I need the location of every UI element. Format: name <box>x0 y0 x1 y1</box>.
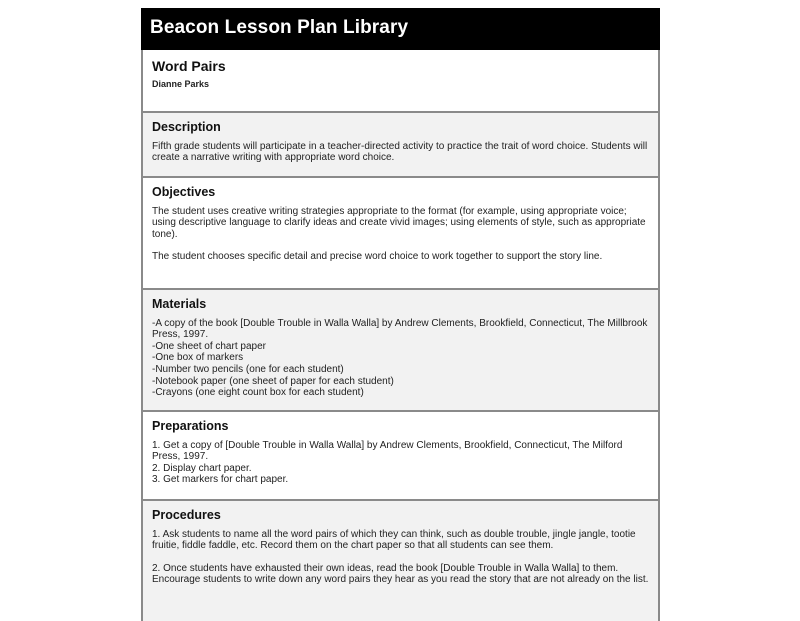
material-item: -Crayons (one eight count box for each student) <box>152 387 364 399</box>
lesson-author: Dianne Parks <box>152 78 210 89</box>
preparation-item: 1. Get a copy of [Double Trouble in Walla Walla] by Andrew Clements, Brookfield, Connecticut, The Milford Press, 1997. <box>152 439 623 463</box>
lesson-header <box>141 50 660 113</box>
material-item: -One box of markers <box>152 352 244 364</box>
materials-list <box>152 318 649 399</box>
procedure-step: 1. Ask students to name all the word pairs of which they can think, such as double trouble, jingle jangle, tootie fruitie, fiddle faddle, etc. Record them on the chart paper so that all students can see them. <box>152 528 636 552</box>
preparation-item: 3. Get markers for chart paper. <box>152 474 289 486</box>
material-item: -Number two pencils (one for each student) <box>152 363 344 375</box>
objective-item: The student uses creative writing strategies appropriate to the format (for example, using appropriate voice; using descriptive language to clarify ideas and create vivid images; using elements of style, such as appropriate tone). <box>152 205 646 240</box>
description-text: Fifth grade students will participate in a teacher-directed activity to practice the trait of word choice. Students will create a narrative writing with appropriate word choice. <box>152 140 648 164</box>
preparations-list <box>152 440 649 486</box>
site-title: Beacon Lesson Plan Library <box>150 17 409 38</box>
description-section <box>141 113 660 178</box>
materials-section <box>141 290 660 412</box>
lesson-plan-page <box>141 8 660 621</box>
preparation-item: 2. Display chart paper. <box>152 462 252 474</box>
objectives-section <box>141 178 660 290</box>
material-item: -A copy of the book [Double Trouble in Walla Walla] by Andrew Clements, Brookfield, Connecticut, The Millbrook Press, 1997. <box>152 317 648 341</box>
materials-heading: Materials <box>152 297 207 311</box>
preparations-heading: Preparations <box>152 419 229 433</box>
procedures-heading: Procedures <box>152 508 221 522</box>
objectives-heading: Objectives <box>152 185 216 199</box>
procedures-section <box>141 501 660 621</box>
site-banner <box>141 8 660 50</box>
material-item: -Notebook paper (one sheet of paper for each student) <box>152 375 394 387</box>
procedure-step: 2. Once students have exhausted their own ideas, read the book [Double Trouble in Walla Walla] to them. Encourage students to write down any word pairs they hear as you read the story that are not already on the list. <box>152 562 649 586</box>
lesson-title: Word Pairs <box>152 58 226 74</box>
objective-item: The student chooses specific detail and precise word choice to work together to support the story line. <box>152 251 603 263</box>
description-heading: Description <box>152 120 221 134</box>
material-item: -One sheet of chart paper <box>152 340 266 352</box>
preparations-section <box>141 412 660 501</box>
